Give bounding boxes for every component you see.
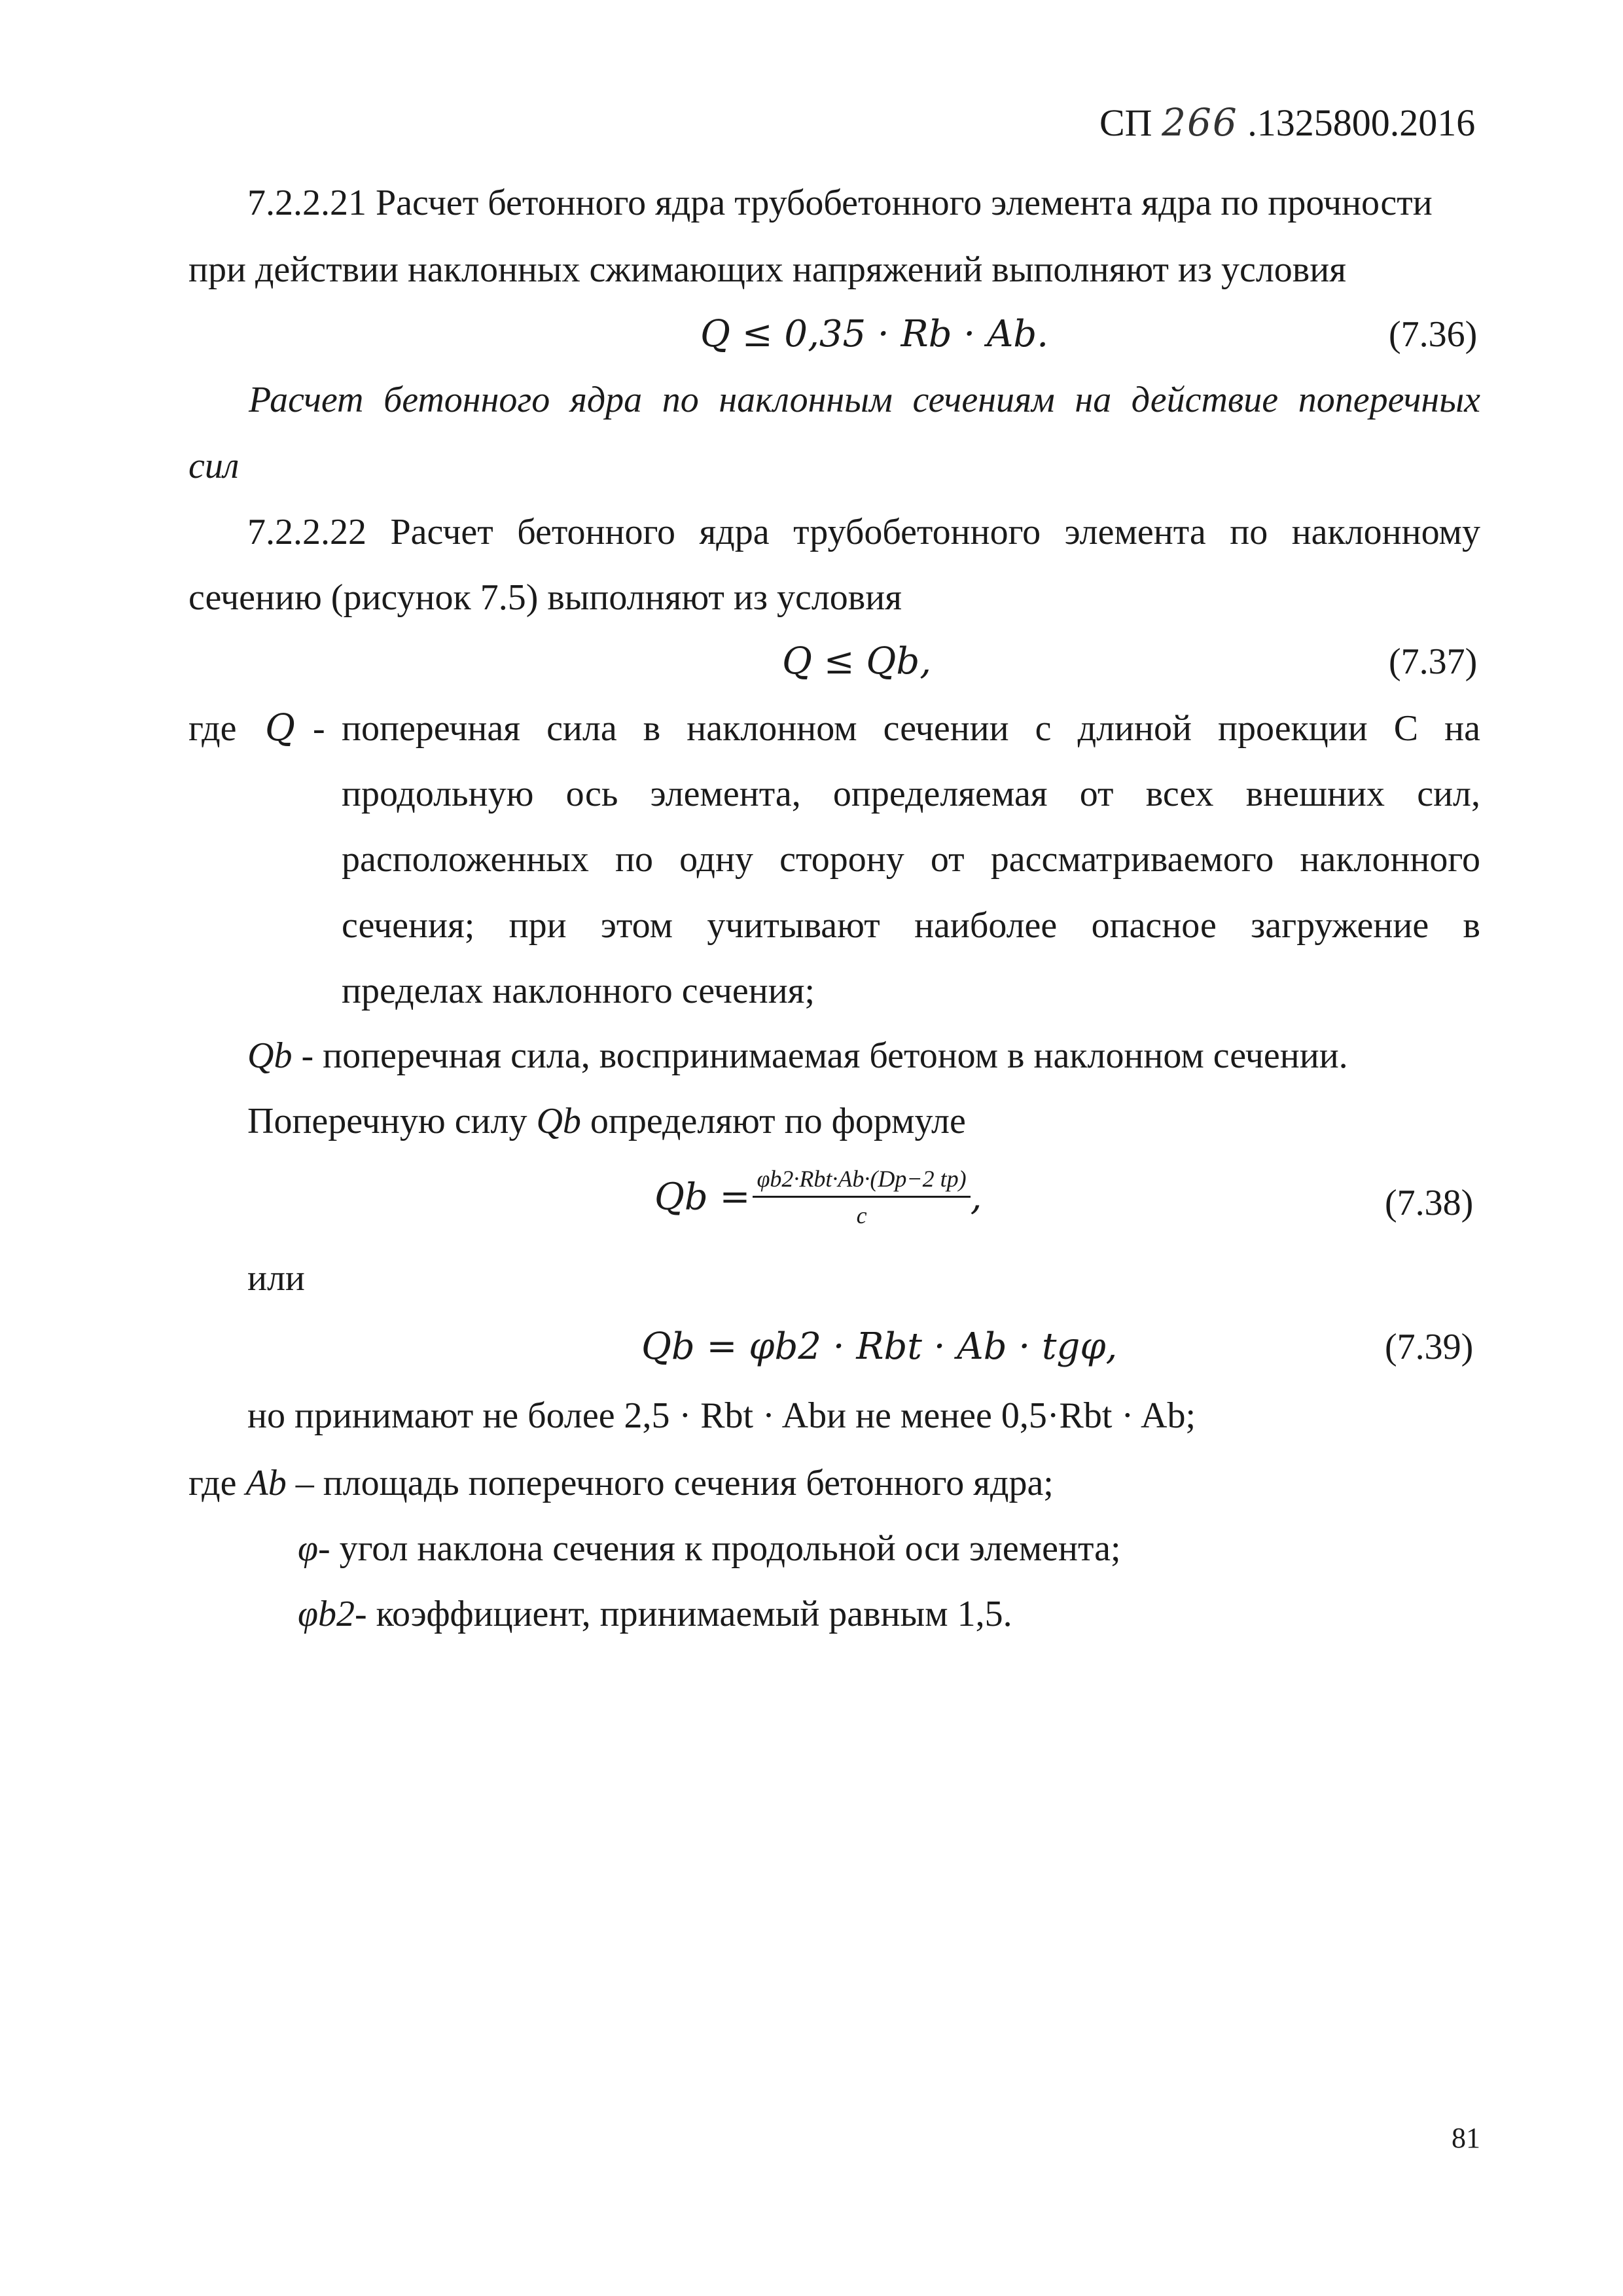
definition-dash: - [313,708,325,749]
definition-q-line3: расположенных по одну сторону от рассматриваемого наклонного [342,839,1480,880]
definition-phib2 [298,1596,1012,1632]
symbol-qb: Qb [247,1035,293,1076]
symbol-q: Q [265,707,295,749]
eq738-lhs: Qb = [654,1175,751,1219]
limit-condition: но принимают не более 2,5 · Rbt · Abи не менее 0,5·Rbt · Ab; [247,1395,1196,1436]
definition-ab [188,1465,1054,1501]
eq738-numerator: φb2·Rbt·Ab·(Dp−2 tp) [753,1165,970,1198]
page-number: 81 [1452,2122,1480,2154]
equation-7-39: Qb = φb2 · Rbt · Ab · tgφ, [641,1325,1118,1368]
equation-number-7-39: (7.39) [1385,1327,1474,1367]
paragraph-7-2-2-21-line1: 7.2.2.21 Расчет бетонного ядра трубобетонного элемента ядра по прочности [247,183,1433,223]
or-label: или [247,1258,305,1299]
equation-7-38 [654,1165,982,1230]
equation-number-7-37: (7.37) [1389,641,1478,682]
paragraph-7-2-2-22-line1: 7.2.2.22 Расчет бетонного ядра трубобетонного элемента по наклонному [247,512,1480,552]
definition-phi [298,1530,1121,1567]
definition-phi-text: - угол наклона сечения к продольной оси элемента; [317,1528,1121,1569]
equation-number-7-36: (7.36) [1389,314,1478,355]
section-heading-line1: Расчет бетонного ядра по наклонным сечениям на действие поперечных [249,380,1480,420]
definition-q-line5: пределах наклонного сечения; [342,971,815,1011]
eq738-fraction [753,1165,970,1230]
equation-7-36: Q ≤ 0,35 · Rb · Ab. [700,313,1049,355]
handwritten-number: 266 [1162,100,1238,145]
paragraph-qb-formula-intro [247,1103,966,1139]
definition-qb-text: - поперечная сила, воспринимаемая бетоном в наклонном сечении. [292,1035,1348,1076]
definition-ab-text: – площадь поперечного сечения бетонного ядра; [286,1463,1054,1503]
code-suffix: .1325800.2016 [1247,101,1476,144]
intro-before: Поперечную силу [247,1101,537,1141]
where2-label: где [188,1463,237,1503]
where-label: где [188,708,237,749]
definition-q-line1: поперечная сила в наклонном сечении с длиной проекции С на [342,708,1480,749]
symbol-phi: φ [298,1528,318,1569]
symbol-ab: Ab [245,1463,287,1503]
equation-number-7-38: (7.38) [1385,1183,1474,1223]
eq738-comma: , [970,1175,982,1219]
intro-after: определяют по формуле [580,1101,966,1141]
intro-symbol: Qb [536,1101,581,1141]
document-code [1099,100,1476,145]
eq738-denominator: c [856,1202,867,1229]
definition-phib2-text: - коэффициент, принимаемый равным 1,5. [354,1594,1012,1634]
paragraph-7-2-2-21-line2: при действии наклонных сжимающих напряжений выполняют из условия [188,249,1346,290]
definition-q-line4: сечения; при этом учитывают наиболее опасное загружение в [342,905,1480,946]
code-prefix: СП [1099,101,1152,144]
definition-qb [247,1037,1348,1074]
paragraph-7-2-2-22-line2: сечению (рисунок 7.5) выполняют из условия [188,577,902,618]
section-heading-line2: сил [188,446,240,486]
symbol-phib2: φb2 [298,1594,355,1634]
definition-q-line2: продольную ось элемента, определяемая от всех внешних сил, [342,774,1480,814]
equation-7-37: Q ≤ Qb, [782,640,931,683]
